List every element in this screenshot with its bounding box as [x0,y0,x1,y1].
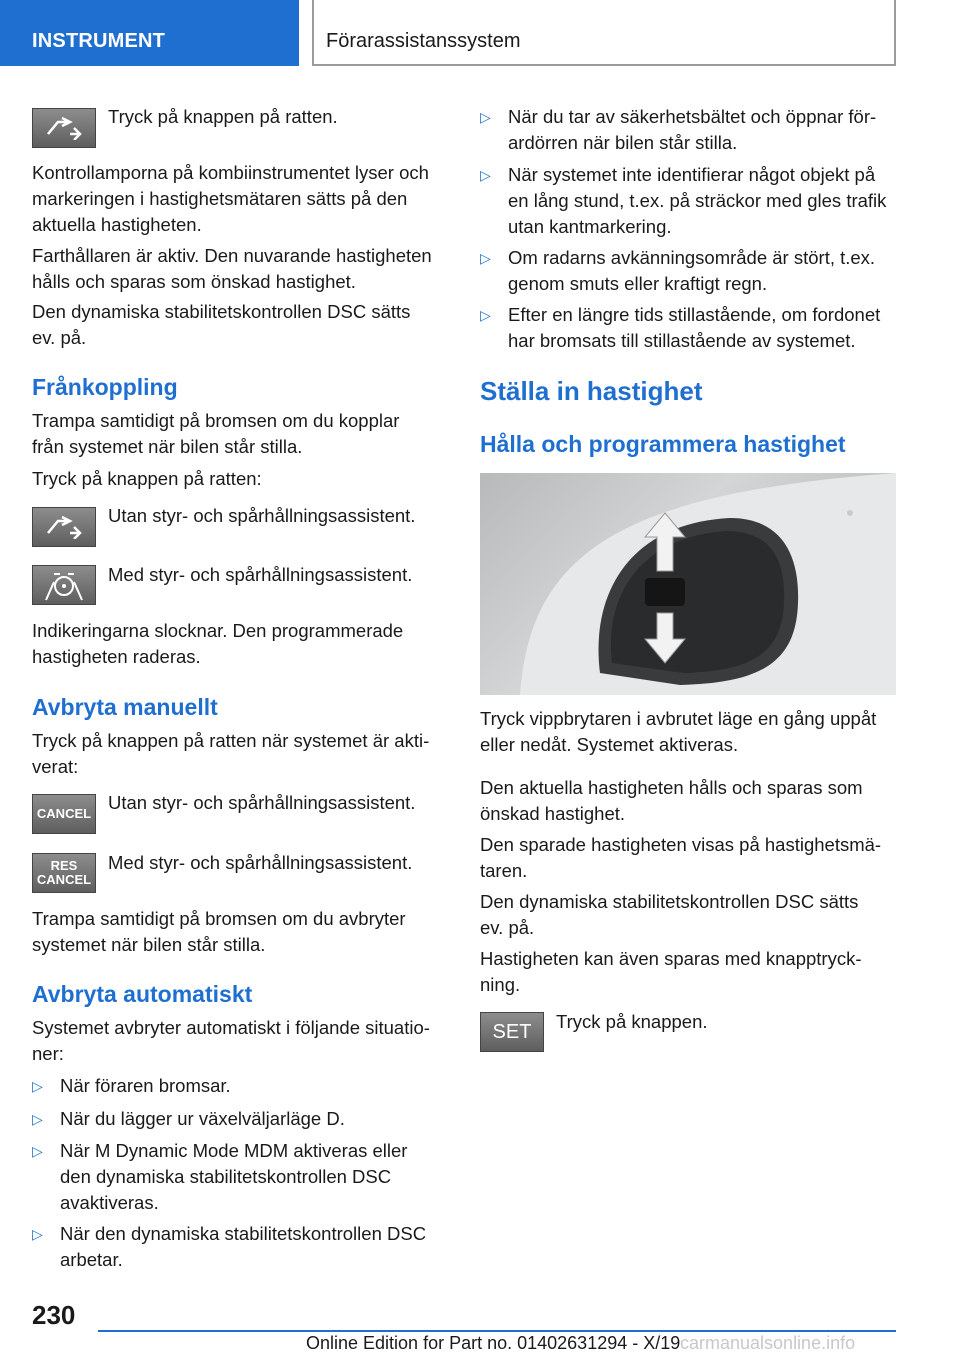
paragraph-line: Den sparade hastigheten visas på hastighetsmä‐ [480,834,882,855]
triangle-bullet-icon: ▷ [480,109,491,125]
page-number: 230 [32,1300,76,1330]
paragraph-line: eller nedåt. Systemet aktiveras. [480,734,739,755]
paragraph-line: Tryck på knappen på ratten: [32,468,262,489]
paragraph-line: Trampa samtidigt på bromsen om du avbryter [32,908,406,929]
cruise-control-button-icon [32,108,96,148]
cancel-label: CANCEL [36,872,92,887]
section-tab [0,0,299,66]
heading-automatiskt: Avbryta automatiskt [32,981,253,1007]
triangle-bullet-icon: ▷ [32,1226,43,1242]
watermark-text: carmanualsonline.info [680,1333,856,1353]
triangle-bullet-icon: ▷ [480,250,491,266]
paragraph-line: markeringen i hastighetsmätaren sätts på den [32,188,408,209]
paragraph-line: Den aktuella hastigheten hålls och sparas som [480,777,863,798]
paragraph-line: Farthållaren är aktiv. Den nuvarande hastigheten [32,245,432,266]
steering-assist-button-icon [32,565,96,605]
edition-text: Online Edition for Part no. 01402631294 - X/19 [306,1333,681,1353]
paragraph-line: ning. [480,974,521,995]
paragraph-line: Kontrollamporna på kombiinstrumentet lyser och [32,162,429,183]
without-assist-text: Utan styr- och spårhållningsassistent. [108,505,416,526]
heading-manuellt: Avbryta manuellt [32,694,218,720]
heading-halla-och-programmera: Hålla och programmera hastighet [480,431,846,457]
triangle-bullet-icon: ▷ [32,1111,43,1127]
paragraph-line: hastigheten raderas. [32,646,201,667]
paragraph-line: aktuella hastigheten. [32,214,202,235]
paragraph-line: Tryck vippbrytaren i avbrutet läge en gång uppåt [480,708,877,729]
chapter-header [312,0,896,66]
press-button-text: Tryck på knappen. [556,1011,708,1032]
paragraph-line: ner: [32,1043,64,1064]
set-label: SET [492,1021,532,1043]
without-assist-text: Utan styr- och spårhållningsassistent. [108,792,416,813]
cancel-label: CANCEL [36,806,92,821]
footer-divider [98,1330,896,1332]
heading-frankoppling: Frånkoppling [32,374,178,400]
press-button-wheel-text: Tryck på knappen på ratten. [108,106,338,127]
paragraph-line: önskad hastighet. [480,803,626,824]
paragraph-line: verat: [32,756,79,777]
set-button-icon [480,1012,544,1052]
chapter-title: Förarassistanssystem [326,30,521,52]
steering-wheel-switch-image [480,473,896,695]
res-label: RES [50,858,78,873]
paragraph-line: Systemet avbryter automatiskt i följande situatio‐ [32,1017,430,1038]
paragraph-line: systemet när bilen står stilla. [32,934,266,955]
paragraph-line: från systemet när bilen står stilla. [32,436,303,457]
heading-stalla-in-hastighet: Ställa in hastighet [480,376,703,406]
paragraph-line: Trampa samtidigt på bromsen om du kopplar [32,410,400,431]
triangle-bullet-icon: ▷ [32,1143,43,1159]
paragraph-line: Den dynamiska stabilitetskontrollen DSC sätts [32,301,411,322]
with-assist-text: Med styr- och spårhållningsassistent. [108,852,413,873]
paragraph-line: Tryck på knappen på ratten när systemet är akti‐ [32,730,430,751]
paragraph-line: Hastigheten kan även sparas med knapptryck‐ [480,948,862,969]
paragraph-line: taren. [480,860,528,881]
res-cancel-button-icon [32,853,96,893]
cancel-button-icon [32,794,96,834]
paragraph-line: Indikeringarna slocknar. Den programmerade [32,620,404,641]
paragraph-line: Den dynamiska stabilitetskontrollen DSC sätts [480,891,859,912]
cruise-control-button-icon [32,507,96,547]
triangle-bullet-icon: ▷ [480,307,491,323]
section-title: INSTRUMENT [32,30,166,52]
triangle-bullet-icon: ▷ [32,1078,43,1094]
paragraph-line: ev. på. [480,917,535,938]
paragraph-line: hålls och sparas som önskad hastighet. [32,271,356,292]
with-assist-text: Med styr- och spårhållningsassistent. [108,564,413,585]
paragraph-line: ev. på. [32,327,87,348]
triangle-bullet-icon: ▷ [480,167,491,183]
